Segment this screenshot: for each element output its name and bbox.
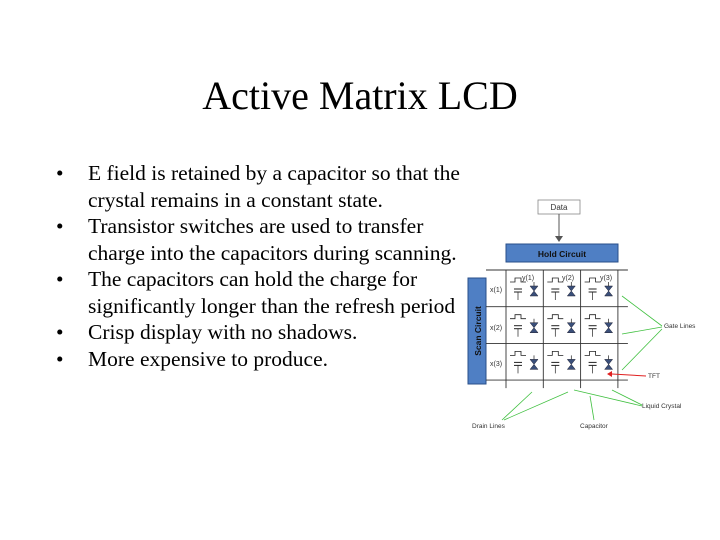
bullet-text: Transistor switches are used to transfer charge into the capacitors during scanning. bbox=[88, 214, 457, 265]
data-arrow-head bbox=[555, 236, 563, 242]
liquid-crystal-icon bbox=[530, 323, 538, 333]
gate-leader bbox=[622, 329, 662, 370]
leader-lines bbox=[502, 296, 662, 420]
row-label: x(2) bbox=[490, 325, 503, 332]
bullet-item bbox=[56, 213, 476, 266]
bullet-list bbox=[56, 160, 476, 372]
bullet-marker: • bbox=[56, 214, 64, 238]
drain-lines-label: Drain Lines bbox=[472, 423, 505, 430]
column-label: y(1) bbox=[522, 275, 535, 282]
row-label: x(3) bbox=[490, 361, 503, 368]
bullet-marker: • bbox=[56, 267, 64, 291]
transistor-icon bbox=[585, 278, 601, 282]
liquid-crystal-icon bbox=[605, 359, 613, 369]
hold-circuit-label: Hold Circuit bbox=[537, 249, 587, 259]
gate-leader bbox=[622, 327, 662, 334]
transistor-icon bbox=[585, 351, 601, 355]
column-label: y(2) bbox=[562, 275, 575, 282]
capacitor-leader bbox=[590, 396, 594, 420]
bullet-item bbox=[56, 319, 476, 346]
gate-leader bbox=[622, 296, 662, 326]
data-label: Data bbox=[550, 203, 568, 212]
liquid-crystal-leader bbox=[574, 390, 642, 406]
liquid-crystal-icon bbox=[530, 359, 538, 369]
liquid-crystal-icon bbox=[605, 323, 613, 333]
drain-leader bbox=[502, 392, 532, 420]
transistor-icon bbox=[547, 351, 563, 355]
slide-title: Active Matrix LCD bbox=[202, 73, 518, 118]
bullet-item bbox=[56, 160, 476, 213]
bullet-text: E field is retained by a capacitor so that the crystal remains in a constant state. bbox=[88, 161, 460, 212]
bullet-marker: • bbox=[56, 346, 64, 371]
liquid-crystal-icon bbox=[567, 359, 575, 369]
liquid-crystal-icon bbox=[530, 286, 538, 296]
tft-pointer bbox=[612, 374, 646, 376]
tft-pointer-head bbox=[607, 371, 612, 377]
transistor-icon bbox=[547, 315, 563, 319]
drain-leader bbox=[504, 392, 568, 420]
transistor-icon bbox=[585, 315, 601, 319]
bullet-item bbox=[56, 266, 476, 319]
bullet-text: The capacitors can hold the charge for significantly longer than the refresh period bbox=[88, 267, 456, 318]
row-label: x(1) bbox=[490, 287, 503, 294]
bullet-text: More expensive to produce. bbox=[88, 346, 329, 371]
column-label: y(3) bbox=[600, 275, 613, 282]
transistor-icon bbox=[510, 315, 526, 319]
bullet-marker: • bbox=[56, 320, 64, 344]
scan-circuit-label: Scan Circuit bbox=[473, 306, 483, 356]
tft-label: TFT bbox=[648, 373, 660, 380]
transistor-icon bbox=[510, 351, 526, 355]
pixel-grid bbox=[486, 270, 628, 388]
capacitor-label: Capacitor bbox=[580, 423, 608, 430]
gate-lines-label bbox=[664, 323, 696, 330]
liquid-crystal-label: Liquid Crystal bbox=[642, 403, 682, 410]
gate-lines-label-text: Gate Lines bbox=[664, 323, 696, 330]
liquid-crystal-icon bbox=[567, 323, 575, 333]
liquid-crystal-icon bbox=[605, 286, 613, 296]
bullet-text: Crisp display with no shadows. bbox=[88, 320, 358, 344]
bullet-marker: • bbox=[56, 161, 64, 185]
liquid-crystal-icon bbox=[567, 286, 575, 296]
bullet-item bbox=[56, 346, 476, 373]
transistor-icon bbox=[547, 278, 563, 282]
active-matrix-diagram bbox=[462, 196, 696, 436]
